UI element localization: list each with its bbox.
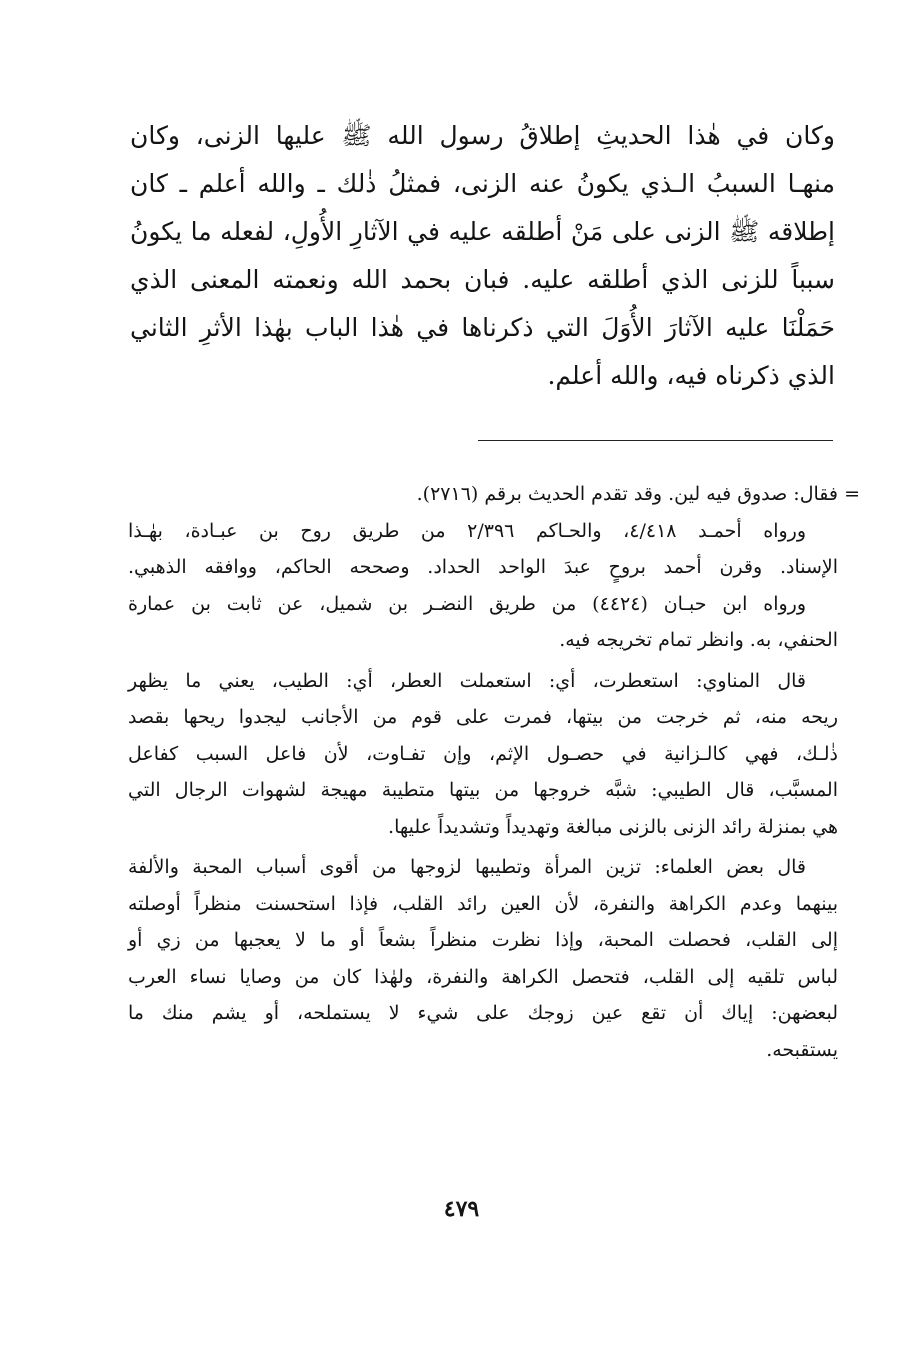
footnote-line: لبعضهن: إياك أن تقع عين زوجك على شيء لا يستملحه، أو يشم منك ما [128,1002,838,1024]
footnote-line: قال بعض العلماء: تزين المرأة وتطيبها لزوجها من أقوى أسباب المحبة والألفة [128,856,806,878]
footnote-line: ذٰلـك، فهي كالـزانية في حصـول الإثم، وإن تفـاوت، لأن فاعل السبب كفاعل [128,742,838,765]
footnote-line: الإسناد. وقرن أحمد بروحٍ عبدَ الواحد الحداد. وصححه الحاكم، ووافقه الذهبي. [128,556,838,578]
footnote-line: يستقبحه. [766,1038,838,1061]
footnote-line: ورواه ابن حبـان (٤٤٢٤) من طريق النضـر بن شميل، عن ثابت بن عمارة [128,592,807,615]
main-text-line: منهـا السببُ الـذي يكونُ عنه الزنى، فمثلُ ذٰلك ـ والله أعلم ـ كان [130,169,835,198]
main-text-line: حَمَلْنَا عليه الآثارَ الأُوَلَ التي ذكرناها في هٰذا الباب بهٰذا الأثرِ الثاني [130,313,835,342]
footnote-line: بينهما وعدم الكراهة والنفرة، لأن العين رائد القلب، فإذا استحسنت منظراً أوصلته [128,892,838,915]
footnote-line: إلى القلب، فحصلت المحبة، وإذا نظرت منظراً بشعاً أو ما لا يعجبها من زي أو [128,929,838,951]
footnote-line: ريحه منه، ثم خرجت من بيتها، فمرت على قوم من الأجانب ليجدوا ريحها بقصد [128,706,838,728]
footnote-line: هي بمنزلة رائد الزنى بالزنى مبالغة وتهديداً وتشديداً عليها. [388,815,838,838]
main-text-line: وكان في هٰذا الحديثِ إطلاقُ رسول الله ﷺ عليها الزنى، وكان [130,121,835,150]
main-text-line: إطلاقه ﷺ الزنى على مَنْ أطلقه عليه في الآثارِ الأُولِ، لفعله ما يكونُ [130,217,835,246]
footnote-line: المسبَّب، قال الطيبي: شبَّه خروجها من بيتها متطيبة مهيجة لشهوات الرجال التي [128,779,838,801]
footnote-line: ورواه أحمـد ٤/٤١٨، والحـاكم ٢/٣٩٦ من طريق روح بن عبـادة، بهٰـذا [128,519,806,542]
footnote-separator [478,440,833,441]
footnote-line: قال المناوي: استعطرت، أي: استعملت العطر، أي: الطيب، يعني ما يظهر [128,669,806,692]
footnote-line: لباس تلقيه إلى القلب، فتحصل الكراهة والنفرة، ولهٰذا كان من وصايا نساء العرب [128,965,838,988]
page-number: ٤٧٩ [443,1196,480,1222]
footnotes [128,476,860,1068]
footnote-text: فقال: صدوق فيه لين. وقد تقدم الحديث برقم (٢٧١٦). [416,483,838,505]
main-text-line: الذي ذكرناه فيه، والله أعلم. [547,361,835,390]
main-text-body [130,112,835,400]
main-text-line: سبباً للزنى الذي أطلقه عليه. فبان بحمد الله ونعمته المعنى الذي [130,265,835,294]
footnote-line: الحنفي، به. وانظر تمام تخريجه فيه. [559,629,838,651]
footnote-line [128,476,860,513]
continuation-mark: = [844,483,860,505]
